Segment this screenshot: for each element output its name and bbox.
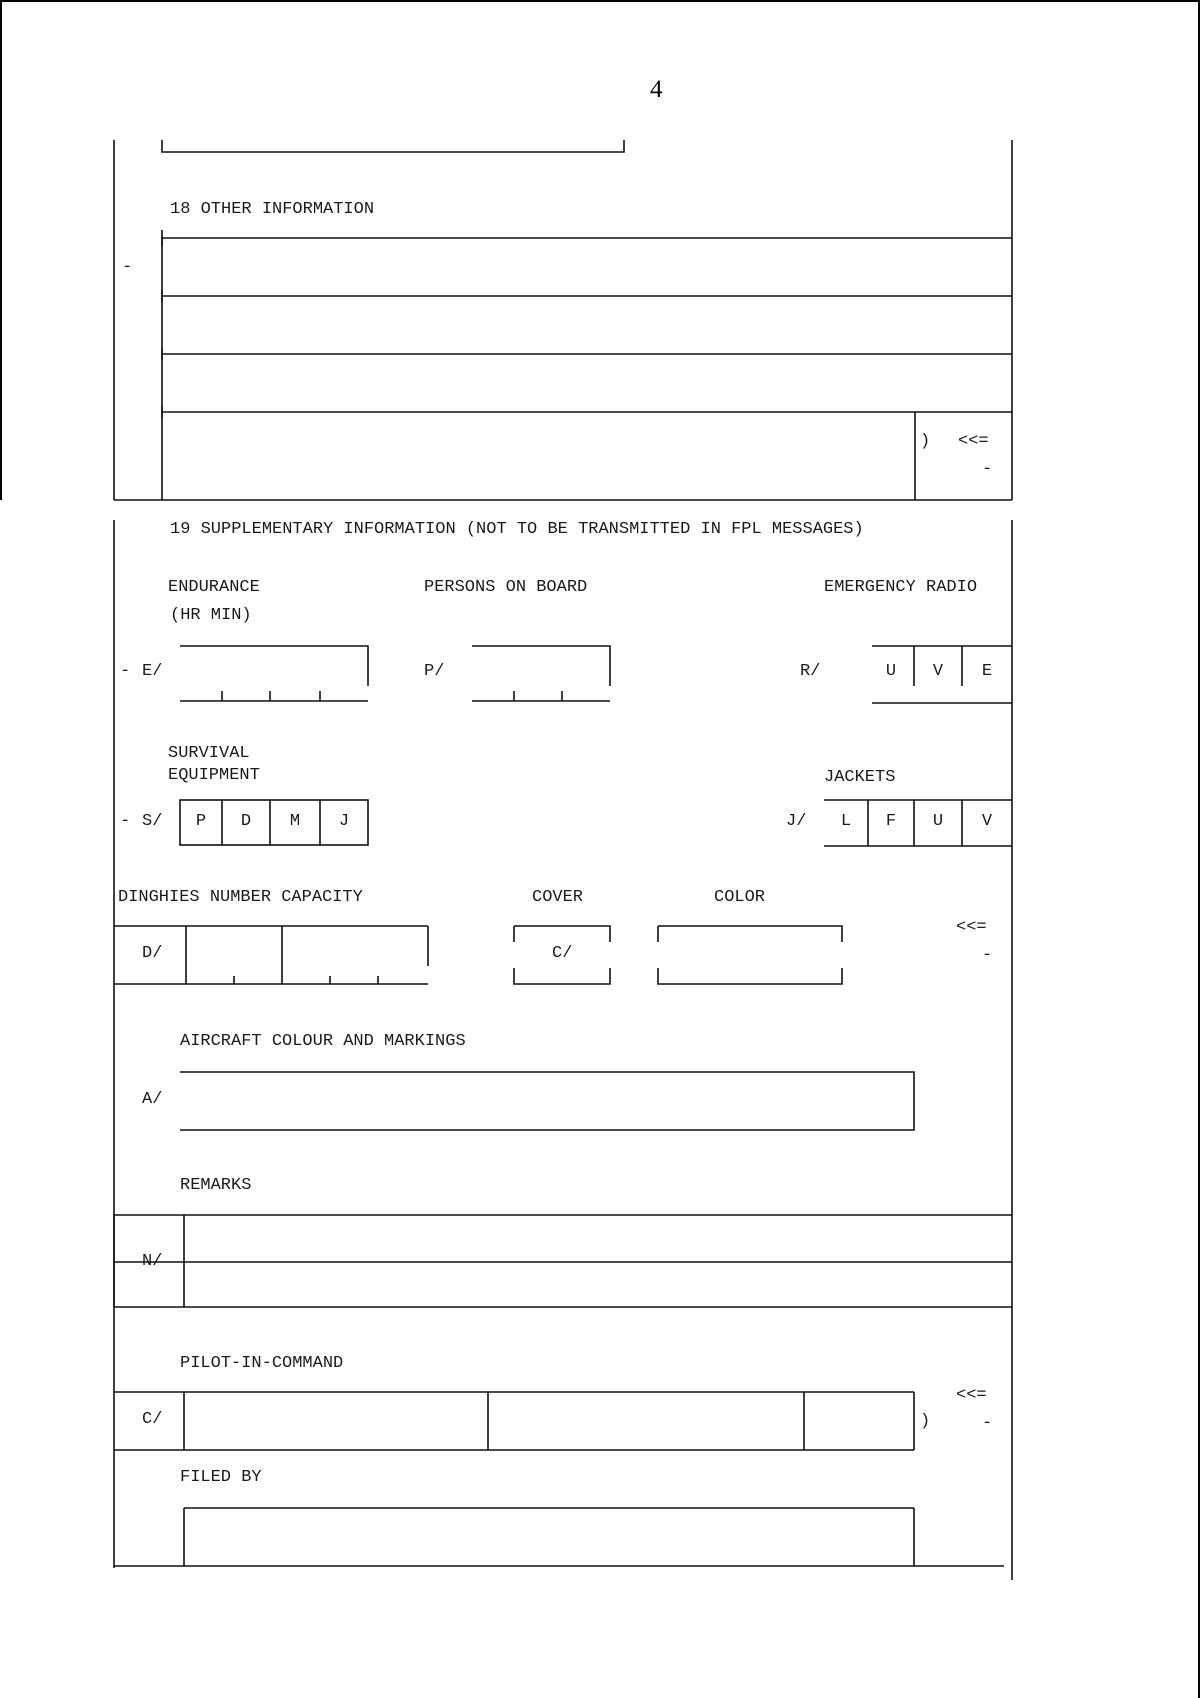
dinghies-capacity-field[interactable] — [284, 928, 426, 982]
filed-by-label: FILED BY — [180, 1468, 262, 1487]
other-info-line-3[interactable] — [164, 356, 1010, 410]
endurance-prefix: E/ — [142, 662, 163, 681]
remarks-line-2[interactable] — [186, 1264, 1010, 1306]
jackets-prefix: J/ — [786, 812, 807, 831]
aircraft-prefix: A/ — [142, 1090, 163, 1109]
page-number: 4 — [650, 76, 663, 103]
remarks-label: REMARKS — [180, 1176, 252, 1195]
pilot-field-3[interactable] — [806, 1394, 912, 1448]
section-19-title: 19 SUPPLEMENTARY INFORMATION (NOT TO BE TRANSMITTED IN FPL MESSAGES) — [170, 520, 864, 539]
survival-dash: - — [120, 812, 131, 831]
persons-prefix: P/ — [424, 662, 445, 681]
color-label: COLOR — [714, 888, 766, 907]
survival-option-p[interactable]: P — [195, 812, 207, 831]
pilot-label: PILOT-IN-COMMAND — [180, 1354, 344, 1373]
section-18-title: 18 OTHER INFORMATION — [170, 200, 375, 219]
section-18-end-dash: - — [982, 460, 993, 479]
jackets-label: JACKETS — [824, 768, 896, 787]
dinghies-end-marker: <<= — [956, 918, 987, 937]
radio-option-v[interactable]: V — [932, 662, 944, 681]
endurance-label: ENDURANCE — [168, 578, 260, 597]
survival-label-line2: EQUIPMENT — [168, 766, 260, 785]
dinghies-end-dash: - — [982, 946, 993, 965]
endurance-dash: - — [120, 662, 131, 681]
jackets-option-l[interactable]: L — [840, 812, 852, 831]
radio-option-u[interactable]: U — [885, 662, 897, 681]
remarks-line-1[interactable] — [186, 1217, 1010, 1261]
cover-label: COVER — [532, 888, 584, 907]
endurance-sublabel: (HR MIN) — [170, 606, 252, 625]
emergency-radio-label: EMERGENCY RADIO — [824, 578, 978, 597]
survival-label-line1: SURVIVAL — [168, 744, 250, 763]
aircraft-label: AIRCRAFT COLOUR AND MARKINGS — [180, 1032, 466, 1051]
other-info-line-1[interactable] — [164, 240, 1010, 294]
pilot-end-marker: <<= — [956, 1386, 987, 1405]
dinghies-number-field[interactable] — [188, 928, 280, 982]
jackets-option-v[interactable]: V — [981, 812, 993, 831]
pilot-prefix: C/ — [142, 1410, 163, 1429]
filed-by-field[interactable] — [186, 1510, 912, 1564]
survival-option-d[interactable]: D — [240, 812, 252, 831]
section-18-close-paren: ) — [920, 432, 931, 451]
persons-field[interactable] — [474, 648, 608, 700]
other-info-line-2[interactable] — [164, 298, 1010, 352]
emergency-radio-prefix: R/ — [800, 662, 821, 681]
survival-prefix: S/ — [142, 812, 163, 831]
jackets-option-f[interactable]: F — [885, 812, 897, 831]
section-18-dash: - — [122, 258, 133, 277]
cover-prefix[interactable]: C/ — [552, 944, 573, 963]
color-field[interactable] — [660, 928, 840, 982]
pilot-end-dash: - — [982, 1414, 993, 1433]
dinghies-prefix: D/ — [142, 944, 163, 963]
survival-option-m[interactable]: M — [289, 812, 301, 831]
pilot-field-2[interactable] — [490, 1394, 802, 1448]
aircraft-markings-field[interactable] — [182, 1074, 912, 1128]
remarks-prefix: N/ — [142, 1252, 163, 1271]
radio-option-e[interactable]: E — [981, 662, 993, 681]
pilot-field-1[interactable] — [186, 1394, 486, 1448]
persons-label: PERSONS ON BOARD — [424, 578, 588, 597]
dinghies-label: DINGHIES NUMBER CAPACITY — [118, 888, 363, 907]
section-18-end-marker: <<= — [958, 432, 989, 451]
other-info-line-4[interactable] — [164, 414, 912, 498]
jackets-option-u[interactable]: U — [932, 812, 944, 831]
endurance-field[interactable] — [182, 648, 366, 700]
survival-option-j[interactable]: J — [338, 812, 350, 831]
pilot-close-paren: ) — [920, 1412, 931, 1431]
